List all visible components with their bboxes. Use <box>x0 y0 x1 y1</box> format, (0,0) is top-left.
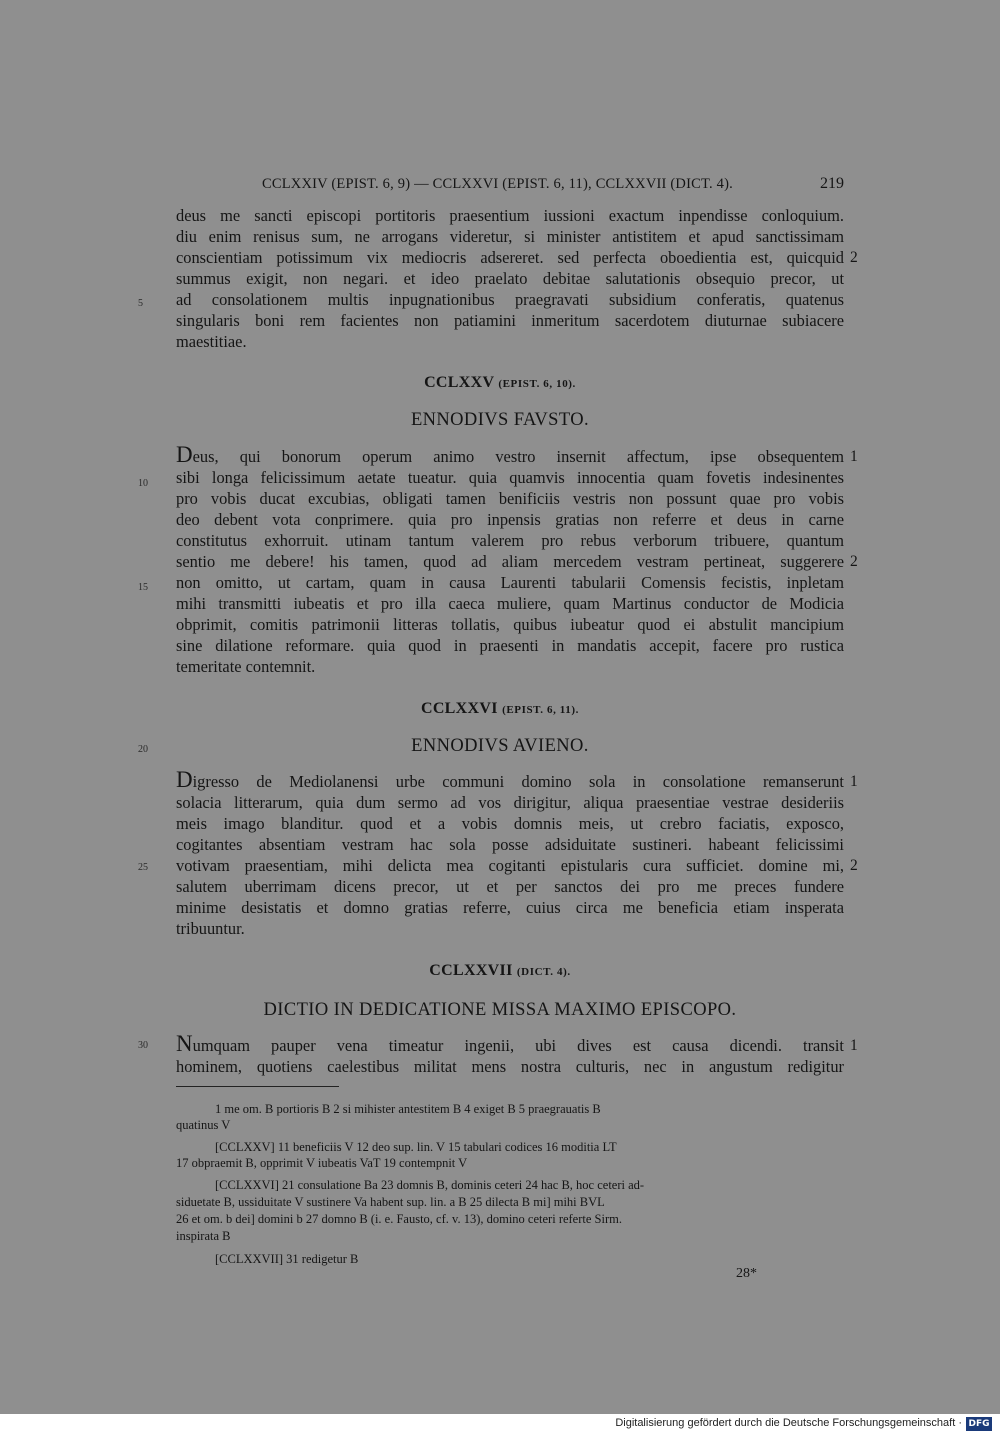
text-line: hominem, quotiens caelestibus militat mens nostra culturis, nec in angustum redigitur <box>176 1057 844 1076</box>
text-line: singularis boni rem facientes non patiamini inmeritum sacerdotem diuturnae subiacere <box>176 311 844 330</box>
text-line: summus exigit, non negari. et ideo praelato debitae salutationis obsequio precor, ut <box>176 269 844 288</box>
signature-mark: 28* <box>736 1266 757 1281</box>
initial-letter: D <box>176 767 193 792</box>
heading-number: CCLXXVII <box>429 962 513 979</box>
text-line: sentio me debere! his tamen, quod ad aliam mercedem vestram pertineat, suggerere <box>176 552 844 571</box>
page-number: 219 <box>820 175 844 192</box>
text-line <box>176 442 844 467</box>
text-line: temeritate contemnit. <box>176 657 316 676</box>
line-number: 10 <box>138 478 148 489</box>
text-line: obprimit, comitis patrimonii litteras tollatis, quibus iubeatur quod ei abstulit mancipium <box>176 615 844 634</box>
paragraph-number: 2 <box>850 857 858 874</box>
text-line: solacia litterarum, quia dum sermo ad vos dirigitur, aliqua praesentiae vestrae desideriis <box>176 793 844 812</box>
section-title: DICTIO IN DEDICATIONE MISSA MAXIMO EPISCOPO. <box>263 1000 737 1020</box>
text-line: sibi longa felicissimum aetate tueatur. quia quamvis innocentia quam fovetis indesinentes <box>176 468 844 487</box>
text-line <box>176 767 844 792</box>
text-line: ad consolationem multis inpugnationibus praegravati subsidium conferatis, quatenus <box>176 290 844 309</box>
text-line: votivam praesentiam, mihi delicta mea cogitanti epistularis cura sufficiet. domine mi, <box>176 856 844 875</box>
paragraph-number: 2 <box>850 553 858 570</box>
footnote-line: [CCLXXV] 11 beneficiis V 12 deo sup. lin. V 15 tabulari codices 16 moditia LT <box>215 1140 617 1154</box>
initial-letter: D <box>176 442 193 467</box>
text-line: mihi transmitti iubeatis et pro illa caeca muliere, quam Martinus conductor de Modicia <box>176 594 844 613</box>
text-line: meis imago blanditur. quod et a vobis domnis meis, ut crebro faciatis, exposco, <box>176 814 844 833</box>
first-line-text: igresso de Mediolanensi urbe communi domino sola in consolatione remanserunt <box>192 772 844 791</box>
footnote-line: 17 obpraemit B, opprimit V iubeatis VaT 19 contempnit V <box>176 1156 468 1170</box>
footnote-line: 26 et om. b dei] domini b 27 domno B (i. e. Fausto, cf. v. 13), domino ceteri referte Sirm. <box>176 1212 622 1226</box>
footnote-line: [CCLXXVI] 21 consulatione Ba 23 domnis B, dominis ceteri 24 hac B, hoc ceteri ad- <box>215 1178 645 1192</box>
heading-number: CCLXXVI <box>420 700 498 717</box>
footnote-line: siduetate B, ussiduitate V sustinere Va habent sup. lin. a B 25 dilecta B mi] mihi BVL <box>176 1195 605 1209</box>
footnote-rule <box>176 1086 339 1087</box>
heading-source: (EPIST. 6, 10). <box>498 378 576 390</box>
text-line: constitutus exhorruit. utinam tantum valerem pro rebus verborum tribuere, quantum <box>176 531 844 550</box>
text-line: tribuuntur. <box>176 919 245 938</box>
first-line-text: umquam pauper vena timeatur ingenii, ubi dives est causa dicendi. transit <box>192 1036 844 1055</box>
line-number: 25 <box>138 862 148 873</box>
line-number: 5 <box>138 298 143 309</box>
text-line: cogitantes absentiam vestram hac sola posse adsiduitate sustineri. habeant felicissimi <box>176 835 844 854</box>
heading-source: (DICT. 4). <box>516 966 571 978</box>
section-title: ENNODIVS AVIENO. <box>411 736 589 756</box>
text-line: maestitiae. <box>176 332 247 351</box>
footnote-line: quatinus V <box>176 1118 231 1132</box>
text-line: non omitto, ut cartam, quam in causa Laurenti tabularii Comensis fecistis, inpletam <box>176 573 844 592</box>
initial-letter: N <box>176 1031 193 1056</box>
section-heading <box>0 374 1000 392</box>
text-line: diu enim renisus sum, ne arrogans videretur, si minister antistitem et apud sanctissimam <box>176 227 844 246</box>
text-line <box>176 1031 844 1056</box>
line-number: 30 <box>138 1040 148 1051</box>
heading-source: (EPIST. 6, 11). <box>502 704 580 716</box>
line-number: 15 <box>138 582 148 593</box>
text-line: salutem uberrimam dicens precor, ut et per sanctos dei pro me preces fundere <box>176 877 844 896</box>
footnote-line: 1 me om. B portioris B 2 si mihister antestitem B 4 exiget B 5 praegrauatis B <box>215 1102 601 1116</box>
heading-number: CCLXXV <box>424 374 495 391</box>
running-head: CCLXXIV (EPIST. 6, 9) — CCLXXVI (EPIST. 6, 11), CCLXXVII (DICT. 4). <box>262 176 733 192</box>
paragraph-number: 2 <box>850 249 858 266</box>
section-title: ENNODIVS FAVSTO. <box>410 410 590 430</box>
footer-credit: Digitalisierung gefördert durch die Deutsche Forschungsgemeinschaft · <box>615 1417 962 1429</box>
line-number: 20 <box>138 744 148 755</box>
text-line: deus me sancti episcopi portitoris praesentium iussioni exactum inpendisse conloquium. <box>176 206 844 225</box>
text-line: pro vobis ducat excubias, obligati tamen benificiis vestris non possunt quae pro vobis <box>176 489 844 508</box>
footnote-line: [CCLXXVII] 31 redigetur B <box>215 1252 359 1266</box>
text-line: deo debent vota conprimere. quia pro inpensis gratias non referre et deus in carne <box>176 510 844 529</box>
dfg-logo: DFG <box>966 1417 992 1431</box>
footnote-line: inspirata B <box>176 1229 231 1243</box>
paragraph-number: 1 <box>850 1037 858 1054</box>
text-line: conscientiam potissimum vix mediocris adsereret. sed perfecta oboedientia est, quicquid <box>176 248 844 267</box>
text-line: sine dilatione reformare. quia quod in praesenti in mandatis accepit, facere pro rustica <box>176 636 844 655</box>
paragraph-number: 1 <box>850 773 858 790</box>
section-heading <box>0 700 1000 718</box>
text-line: minime desistatis et domno gratias referre, cuius circa me beneficia etiam insperata <box>176 898 844 917</box>
first-line-text: eus, qui bonorum operum animo vestro insernit affectum, ipse obsequentem <box>192 447 844 466</box>
footer-bar <box>0 1414 1000 1434</box>
section-heading <box>0 962 1000 980</box>
paragraph-number: 1 <box>850 448 858 465</box>
